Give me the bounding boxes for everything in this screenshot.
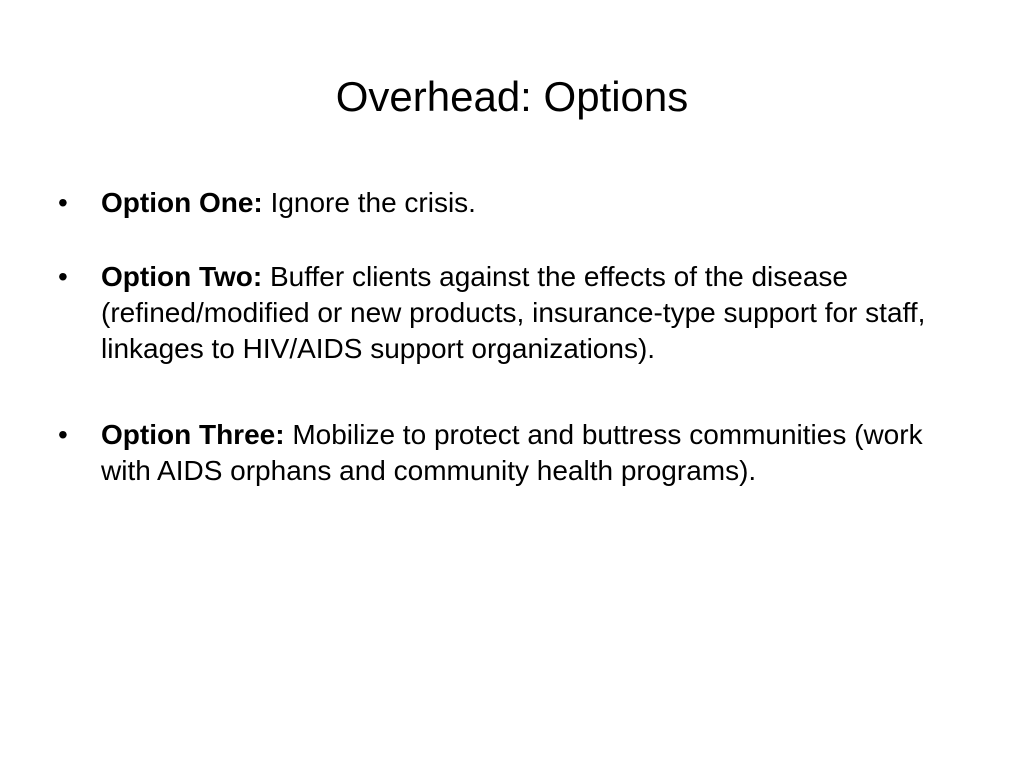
bullet-item-option-one xyxy=(58,185,958,221)
option-two-text: Buffer clients against the effects of the disease (refined/modified or new products, insurance-type support for staff, linkages to HIV/AIDS support organizations). xyxy=(101,261,926,364)
option-one-text: Ignore the crisis. xyxy=(262,187,476,218)
bullet-list xyxy=(58,185,958,527)
slide-title: Overhead: Options xyxy=(335,73,689,120)
bullet-item-option-two xyxy=(58,259,958,367)
bullet-icon: • xyxy=(58,261,68,292)
bullet-icon: • xyxy=(58,187,68,218)
bullet-icon: • xyxy=(58,419,68,450)
bullet-item-option-three xyxy=(58,417,958,489)
option-two-label: Option Two: xyxy=(101,261,263,292)
option-one-label: Option One: xyxy=(101,187,263,218)
option-three-label: Option Three: xyxy=(101,419,285,450)
option-three-text: Mobilize to protect and buttress communities (work with AIDS orphans and community health programs). xyxy=(101,419,923,486)
